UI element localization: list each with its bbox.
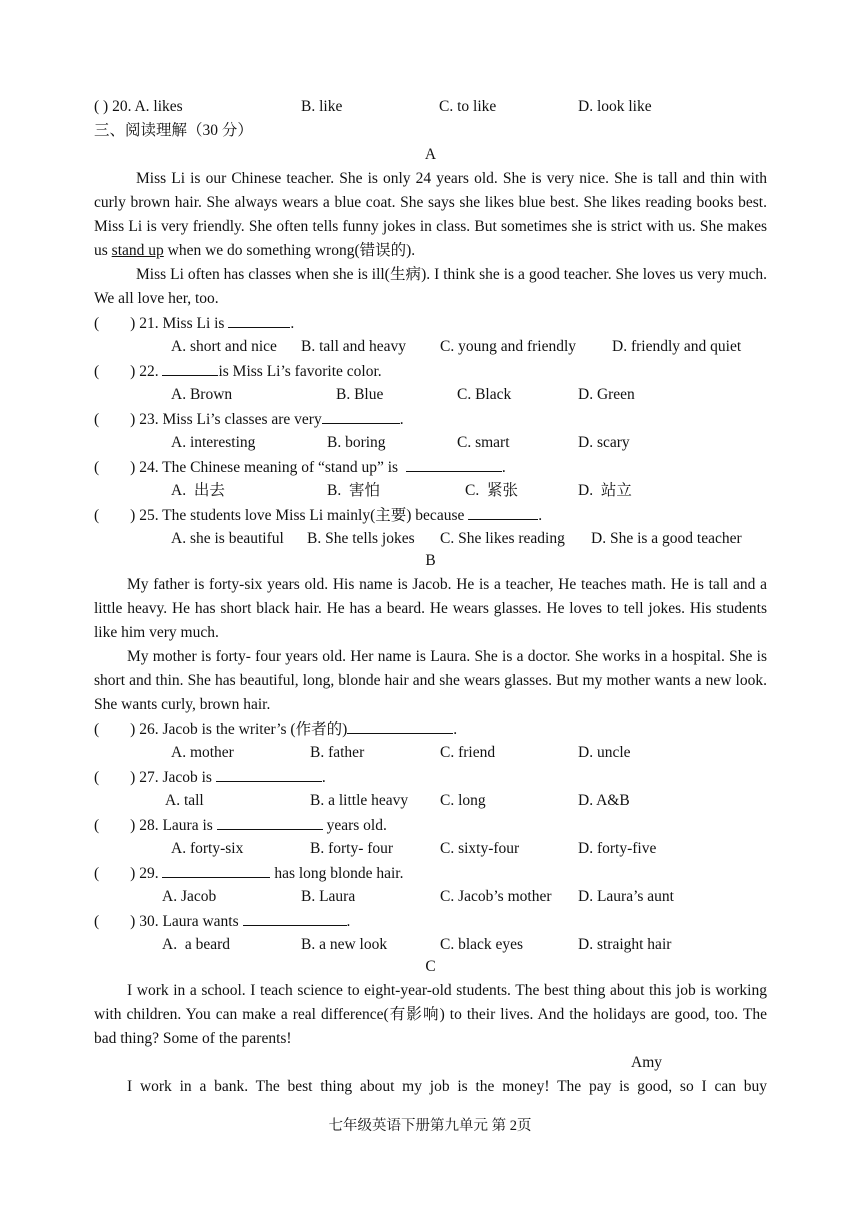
option-b: B. forty- four (310, 840, 394, 857)
passage-a-label: A (424, 146, 437, 163)
option-b: B. tall and heavy (301, 338, 407, 355)
option-a: A. mother (171, 744, 234, 761)
answer-blank (216, 765, 322, 782)
question-line (94, 407, 404, 432)
option-a: A. interesting (171, 434, 256, 451)
question-stem: ( ) 29. (94, 865, 163, 882)
option-d: D. friendly and quiet (612, 338, 742, 355)
q20-option-b: B. like (301, 98, 343, 115)
question-stem-end: . (538, 507, 543, 524)
option-d: D. straight hair (578, 936, 672, 953)
question-line (94, 359, 382, 384)
option-d: D. 站立 (578, 482, 632, 499)
question-stem: ( ) 30. Laura wants (94, 913, 243, 930)
answer-blank (322, 407, 400, 424)
option-a: A. Brown (171, 386, 233, 403)
option-b: B. Laura (301, 888, 356, 905)
question-line (94, 861, 403, 886)
option-c: C. 紧张 (465, 482, 518, 499)
page-footer: 七年级英语下册第九单元 第 2页 (328, 1118, 532, 1134)
question-line (94, 813, 387, 838)
answer-blank (162, 359, 218, 376)
option-c: C. Black (457, 386, 512, 403)
option-a: A. forty-six (171, 840, 244, 857)
option-d: D. Laura’s aunt (578, 888, 674, 905)
answer-blank (406, 455, 502, 472)
passage-c-paragraph-1: I work in a school. I teach science to eight-year-old students. The best thing about this job is working with children. You can make a real difference(有影响) to their lives. And the holidays are good, too. The bad thing? Some of the parents! (94, 982, 767, 1047)
question-line (94, 717, 457, 742)
question-stem: ( ) 23. Miss Li’s classes are very (94, 411, 322, 428)
answer-blank (162, 861, 270, 878)
question-stem-end: . (321, 769, 326, 786)
question-stem-end: . (346, 913, 351, 930)
option-d: D. scary (578, 434, 630, 451)
question-line (94, 503, 542, 528)
question-stem-end: . (453, 721, 458, 738)
option-a: A. short and nice (171, 338, 277, 355)
question-stem: ( ) 27. Jacob is (94, 769, 216, 786)
option-b: B. 害怕 (327, 482, 380, 499)
passage-a-p1-end: when we do something wrong(错误的). (163, 242, 416, 259)
answer-blank (347, 717, 453, 734)
passage-c-label: C (425, 958, 436, 975)
stand-up-underlined: stand up (111, 242, 164, 259)
option-b: B. Blue (336, 386, 384, 403)
option-a: A. she is beautiful (171, 530, 284, 547)
question-stem-end: years old. (322, 817, 387, 834)
option-c: C. long (440, 792, 486, 809)
question-stem: ( ) 22. (94, 363, 163, 380)
passage-a-p1-text: Miss Li is our Chinese teacher. She is only 24 years old. She is very nice. She is tall and thin with curly brown hair. She always wears a blue coat. She says she likes blue best. She likes reading books best. Miss Li is very friendly. She often tells funny jokes in class. But sometimes she is strict with us. She makes us (94, 170, 767, 259)
question-line (94, 455, 506, 480)
question-stem-end: . (399, 411, 404, 428)
signature-amy: Amy (631, 1054, 662, 1071)
option-c: C. smart (457, 434, 510, 451)
question-stem-end: . (501, 459, 506, 476)
passage-a-paragraph-2: Miss Li often has classes when she is ill(生病). I think she is a good teacher. She loves us very much. We all love her, too. (94, 266, 767, 307)
option-a: A. a beard (162, 936, 230, 953)
question-stem-end: has long blonde hair. (270, 865, 404, 882)
section-heading: 三、阅读理解（30 分） (94, 122, 253, 139)
passage-c-paragraph-2: I work in a bank. The best thing about my job is the money! The pay is good, so I can buy (127, 1078, 767, 1095)
option-c: C. young and friendly (440, 338, 577, 355)
answer-blank (228, 311, 290, 328)
option-c: C. Jacob’s mother (440, 888, 552, 905)
question-stem: ( ) 28. Laura is (94, 817, 217, 834)
passage-b-paragraph-1: My father is forty-six years old. His name is Jacob. He is a teacher, He teaches math. He is tall and a little heavy. He has short black hair. He has a beard. He wears glasses. He loves to tell jokes. His students like him very much. (94, 576, 767, 641)
question-line (94, 909, 350, 934)
q20-option-c: C. to like (439, 98, 497, 115)
option-b: B. a new look (301, 936, 388, 953)
option-c: C. black eyes (440, 936, 524, 953)
option-c: C. friend (440, 744, 496, 761)
option-b: B. boring (327, 434, 386, 451)
option-b: B. father (310, 744, 365, 761)
option-d: D. A&B (578, 792, 630, 809)
passage-b-label: B (425, 552, 436, 569)
question-line (94, 311, 294, 336)
answer-blank (468, 503, 538, 520)
option-d: D. She is a good teacher (591, 530, 742, 547)
question-stem: ( ) 25. The students love Miss Li mainly(主要) because (94, 507, 469, 524)
passage-b-paragraph-2: My mother is forty- four years old. Her name is Laura. She is a doctor. She works in a hospital. She is short and thin. She has beautiful, long, blonde hair and she wears glasses. But my mother wants a new look. She wants curly, brown hair. (94, 648, 767, 713)
passage-a-paragraph-1 (94, 167, 767, 263)
option-d: D. forty-five (578, 840, 657, 857)
option-a: A. tall (165, 792, 204, 809)
option-c: C. sixty-four (440, 840, 520, 857)
q20-option-d: D. look like (578, 98, 652, 115)
option-d: D. Green (578, 386, 635, 403)
question-stem: ( ) 24. The Chinese meaning of “stand up” is (94, 459, 406, 476)
question-line (94, 765, 326, 790)
question-stem: ( ) 21. Miss Li is (94, 315, 229, 332)
option-c: C. She likes reading (440, 530, 565, 547)
question-stem-end: . (290, 315, 295, 332)
answer-blank (243, 909, 347, 926)
question-20 (94, 95, 183, 119)
option-a: A. Jacob (162, 888, 217, 905)
option-a: A. 出去 (171, 482, 225, 499)
option-b: B. She tells jokes (307, 530, 415, 547)
question-20-text: ( ) 20. A. likes (94, 98, 183, 115)
answer-blank (217, 813, 323, 830)
question-stem-end: is Miss Li’s favorite color. (218, 363, 382, 380)
option-b: B. a little heavy (310, 792, 409, 809)
question-stem: ( ) 26. Jacob is the writer’s (作者的) (94, 721, 348, 738)
option-d: D. uncle (578, 744, 631, 761)
